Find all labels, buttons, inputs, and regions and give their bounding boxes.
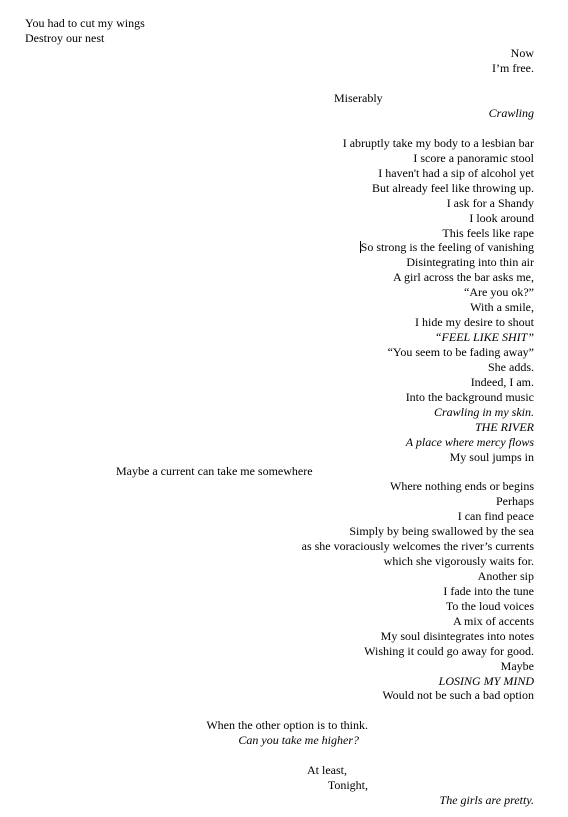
poem-line: Miserably [334, 91, 383, 105]
poem-line: Another sip [477, 569, 534, 583]
poem-line: A place where mercy flows [405, 435, 534, 449]
poem-line: Destroy our nest [25, 31, 105, 45]
poem-line-text: So strong is the feeling of vanishing [360, 240, 534, 254]
poem-line: I score a panoramic stool [413, 151, 534, 165]
poem-line: My soul jumps in [449, 450, 534, 464]
poem-line: which she vigorously waits for. [383, 554, 534, 568]
poem-line: I’m free. [492, 61, 534, 75]
poem-line: You had to cut my wings [25, 16, 145, 30]
poem-line: At least, [307, 763, 347, 777]
poem-line: I fade into the tune [443, 584, 534, 598]
poem-line: Wishing it could go away for good. [364, 644, 534, 658]
poem-line: LOSING MY MIND [438, 674, 534, 688]
poem-line: I ask for a Shandy [446, 196, 534, 210]
poem-line: I haven't had a sip of alcohol yet [378, 166, 534, 180]
poem-line: My soul disintegrates into notes [380, 629, 534, 643]
poem-line: Tonight, [327, 778, 368, 792]
poem-line: Crawling in my skin. [433, 405, 534, 419]
poem-line: I hide my desire to shout [415, 315, 534, 329]
poem-line: Into the background music [405, 390, 534, 404]
poem-line: A girl across the bar asks me, [393, 270, 534, 284]
poem-line: She adds. [488, 360, 534, 374]
poem-line: The girls are pretty. [439, 793, 534, 807]
poem-line: Maybe [500, 659, 534, 673]
poem-line: Can you take me higher? [238, 733, 359, 747]
poem-line: To the loud voices [445, 599, 534, 613]
poem-line: But already feel like throwing up. [372, 181, 534, 195]
poem-line: as she voraciously welcomes the river’s currents [301, 539, 534, 553]
poem-line: This feels like rape [442, 226, 534, 240]
poem-line: Would not be such a bad option [382, 688, 534, 702]
poem-line: When the other option is to think. [206, 718, 368, 732]
poem-line: Where nothing ends or begins [390, 479, 534, 493]
poem-line: Disintegrating into thin air [406, 255, 534, 269]
poem-line: Maybe a current can take me somewhere [116, 464, 313, 478]
poem-line: A mix of accents [453, 614, 534, 628]
poem-line: I can find peace [457, 509, 534, 523]
poem-line: With a smile, [470, 300, 534, 314]
poem-line: Simply by being swallowed by the sea [349, 524, 534, 538]
poem-line: “FEEL LIKE SHIT” [434, 330, 534, 344]
poem-line: “Are you ok?” [464, 285, 534, 299]
poem-line: Indeed, I am. [470, 375, 534, 389]
poem-line: I look around [469, 211, 534, 225]
poem-line: Perhaps [496, 494, 534, 508]
poem-line: Now [510, 46, 534, 60]
poem-line: THE RIVER [475, 420, 534, 434]
poem-line: “You seem to be fading away” [387, 345, 534, 359]
poem-line-with-cursor[interactable] [360, 240, 534, 255]
poem-line: I abruptly take my body to a lesbian bar [342, 136, 534, 150]
poem-line: Crawling [488, 106, 534, 120]
